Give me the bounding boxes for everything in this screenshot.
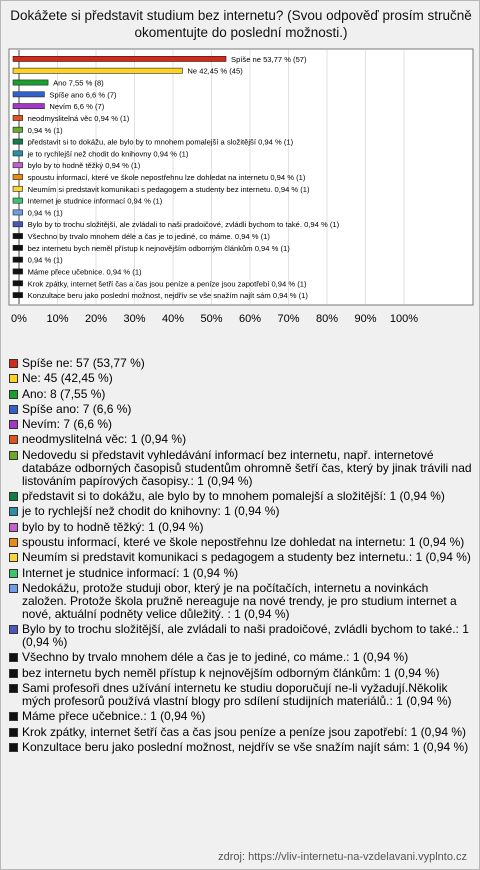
legend-label: Všechno by trvalo mnohem déle a čas je to jediné, co máme.: 1 (0,94 %) (22, 650, 409, 665)
legend-swatch (9, 553, 18, 562)
legend-label: Internet je studnice informací: 1 (0,94 %) (22, 565, 239, 580)
bar-label: Nevím 6,6 % (7) (49, 102, 105, 112)
x-tick-label: 70% (277, 313, 300, 325)
bar (13, 56, 226, 61)
x-tick-label: 80% (315, 313, 339, 325)
bar (13, 127, 23, 132)
bar (13, 233, 23, 238)
legend-swatch (9, 359, 18, 368)
legend-swatch (9, 435, 18, 444)
legend-swatch (9, 653, 18, 662)
bar-label: Bylo by to trochu složitější, ale zvládali to naši pradoičové, zvládli bychom to také. 0,94 % (1) (27, 220, 340, 230)
bar-label: spoustu informací, které ve škole nepostřehnu lze dohledat na internetu 0,94 % (1) (27, 173, 306, 182)
x-tick-label: 100% (389, 313, 419, 325)
bar (13, 139, 23, 144)
bar-label: 0,94 % (1) (27, 125, 63, 135)
legend-item (9, 567, 475, 580)
bar-label: Neumím si predstavit komunikaci s pedagogem a studenty bez internetu. 0,94 % (1) (27, 184, 310, 194)
legend-label: Krok zpátky, internet šetří čas a čas jsou peníze a peníze jsou zapotřebí: 1 (0,94 %) (22, 724, 467, 739)
legend-label: Spíše ano: 7 (6,6 %) (22, 401, 132, 416)
legend-item (9, 505, 475, 518)
x-tick-label: 50% (200, 313, 223, 325)
x-tick-label: 60% (238, 313, 262, 325)
bar (13, 151, 23, 156)
bar (13, 104, 44, 109)
x-tick-label: 90% (354, 313, 377, 325)
bar-label: Krok zpátky, internet šetří čas a čas jsou peníze a peníze jsou zapotřebí 0,94 % (1) (27, 279, 307, 289)
bar (13, 174, 23, 179)
legend-item (9, 357, 475, 370)
legend-label: bez internetu bych neměl přístup k nejnovějším odborným článkům: 1 (0,94 %) (22, 665, 440, 680)
bar (13, 269, 23, 274)
x-tick-label: 10% (46, 313, 69, 325)
legend-swatch (9, 743, 18, 752)
bar (13, 186, 23, 191)
legend-item (9, 726, 475, 739)
bar-label: Internet je studnice informací 0,94 % (1) (27, 196, 163, 206)
legend-label: je to rychlejší než chodit do knihovny: 1 (0,94 %) (22, 504, 280, 519)
legend-label: Neumím si predstavit komunikaci s pedagogem a studenty bez internetu.: 1 (0,94 %) (22, 550, 471, 565)
legend-swatch (9, 523, 18, 532)
legend-label: Nedokážu, protože studuji obor, který je na počítačích, internetu a novinkách založen. Protože škola pružně nereaguje na nové trendy, je pro studium internet a nové, aktuální podněty velice důležitý. : 1 (0,94 %) (22, 580, 457, 621)
legend-swatch (9, 625, 18, 634)
legend-swatch (9, 374, 18, 383)
source-note: zdroj: https://vliv-internetu-na-vzdelavani.vyplnto.cz (218, 851, 467, 863)
bar-label: představit si to dokážu, ale bylo by to mnohem pomalejší a složitější 0,94 % (1) (27, 137, 294, 147)
legend-swatch (9, 669, 18, 678)
legend-label: Ano: 8 (7,55 %) (22, 386, 106, 401)
legend-swatch (9, 538, 18, 547)
legend-item (9, 418, 475, 431)
legend-item (9, 741, 475, 754)
x-tick-label: 40% (161, 313, 185, 325)
legend-label: Nedovedu si představit vyhledávání informací bez internetu, např. internetové databáze odborných časopisů studentům ohromně šetří čas, který by jinak trávili nad listováním papírových časopisy.: 1 (0,94 %) (22, 447, 472, 488)
bar-label: 0,94 % (1) (27, 255, 63, 265)
legend-swatch (9, 584, 18, 593)
legend-item (9, 582, 475, 621)
legend-swatch (9, 451, 18, 460)
bar-label: bez internetu bych neměl přístup k nejnovějším odborným článkům 0,94 % (1) (27, 243, 290, 253)
bar-label: Všechno by trvalo mnohem déle a čas je to jediné, co máme. 0,94 % (1) (27, 232, 270, 242)
legend-item (9, 521, 475, 534)
legend-item (9, 651, 475, 664)
bar (13, 210, 23, 215)
legend-item (9, 536, 475, 549)
legend-swatch (9, 507, 18, 516)
bar (13, 198, 23, 203)
legend-label: Konzultace beru jako poslední možnost, nejdřív se vše snažím najít sám: 1 (0,94 %) (22, 739, 469, 754)
chart-legend (9, 357, 475, 756)
legend-item (9, 388, 475, 401)
legend-item (9, 667, 475, 680)
legend-item (9, 433, 475, 446)
bar (13, 281, 23, 286)
bar (13, 257, 23, 262)
bar (13, 80, 48, 85)
legend-swatch (9, 420, 18, 429)
legend-label: bylo by to hodně těžký: 1 (0,94 %) (22, 519, 204, 534)
bar-label: Ano 7,55 % (8) (53, 78, 104, 88)
bar-label: Konzultace beru jako poslední možnost, nejdřív se vše snažím najít sám 0,94 % (1) (27, 291, 308, 301)
bar-label: Spíše ne 53,77 % (57) (231, 54, 307, 64)
bar-label: neodmyslitelná věc 0,94 % (1) (27, 113, 130, 123)
chart-title: Dokážete si představit studium bez internetu? (Svou odpověď prosím stručně okomentujte do poslední možnosti.) (10, 8, 472, 40)
legend-swatch (9, 390, 18, 399)
legend-label: Bylo by to trochu složitější, ale zvládali to naši pradoičové, zvládli bychom to také.: 1 (0,94 %) (22, 622, 469, 650)
legend-label: Ne: 45 (42,45 %) (22, 371, 113, 386)
legend-label: spoustu informací, které ve škole nepostřehnu lze dohledat na internetu: 1 (0,94 %) (22, 534, 465, 549)
legend-swatch (9, 728, 18, 737)
bar-label: Máme přece učebnice. 0,94 % (1) (27, 267, 142, 277)
x-tick-label: 0% (11, 313, 27, 325)
legend-item (9, 623, 475, 649)
bar-label: bylo by to hodně těžký 0,94 % (1) (27, 161, 141, 171)
bar (13, 222, 23, 227)
legend-label: Sami profesoři dnes užívání internetu ke studiu doporučují ne-li vyžadují.Několik mých profesorů používá vlastní blogy pro sdílení studijních materiálů.: 1 (0,94 %) (22, 681, 452, 709)
legend-swatch (9, 569, 18, 578)
legend-label: Máme přece učebnice.: 1 (0,94 %) (22, 709, 206, 724)
legend-item (9, 551, 475, 564)
bar (13, 92, 44, 97)
legend-swatch (9, 712, 18, 721)
x-tick-label: 30% (123, 313, 146, 325)
legend-item (9, 682, 475, 708)
x-tick-label: 20% (84, 313, 108, 325)
bar (13, 115, 23, 120)
legend-swatch (9, 405, 18, 414)
legend-item (9, 490, 475, 503)
legend-item (9, 403, 475, 416)
bar-chart (1, 1, 480, 357)
legend-label: Spíše ne: 57 (53,77 %) (22, 356, 145, 370)
legend-swatch (9, 492, 18, 501)
legend-item (9, 710, 475, 723)
bar (13, 68, 182, 73)
legend-label: Nevím: 7 (6,6 %) (22, 417, 113, 432)
legend-item (9, 372, 475, 385)
bar-label: je to rychlejší než chodit do knihovny 0,94 % (1) (27, 149, 189, 159)
bar-label: 0,94 % (1) (27, 208, 63, 218)
bar (13, 163, 23, 168)
bar-label: Ne 42,45 % (45) (187, 66, 243, 76)
legend-swatch (9, 684, 18, 693)
legend-item (9, 449, 475, 488)
bar-label: Spíše ano 6,6 % (7) (49, 90, 117, 100)
bar (13, 292, 23, 297)
legend-label: představit si to dokážu, ale bylo by to mnohem pomalejší a složitější: 1 (0,94 %) (22, 489, 445, 504)
bar (13, 245, 23, 250)
legend-label: neodmyslitelná věc: 1 (0,94 %) (22, 432, 187, 447)
